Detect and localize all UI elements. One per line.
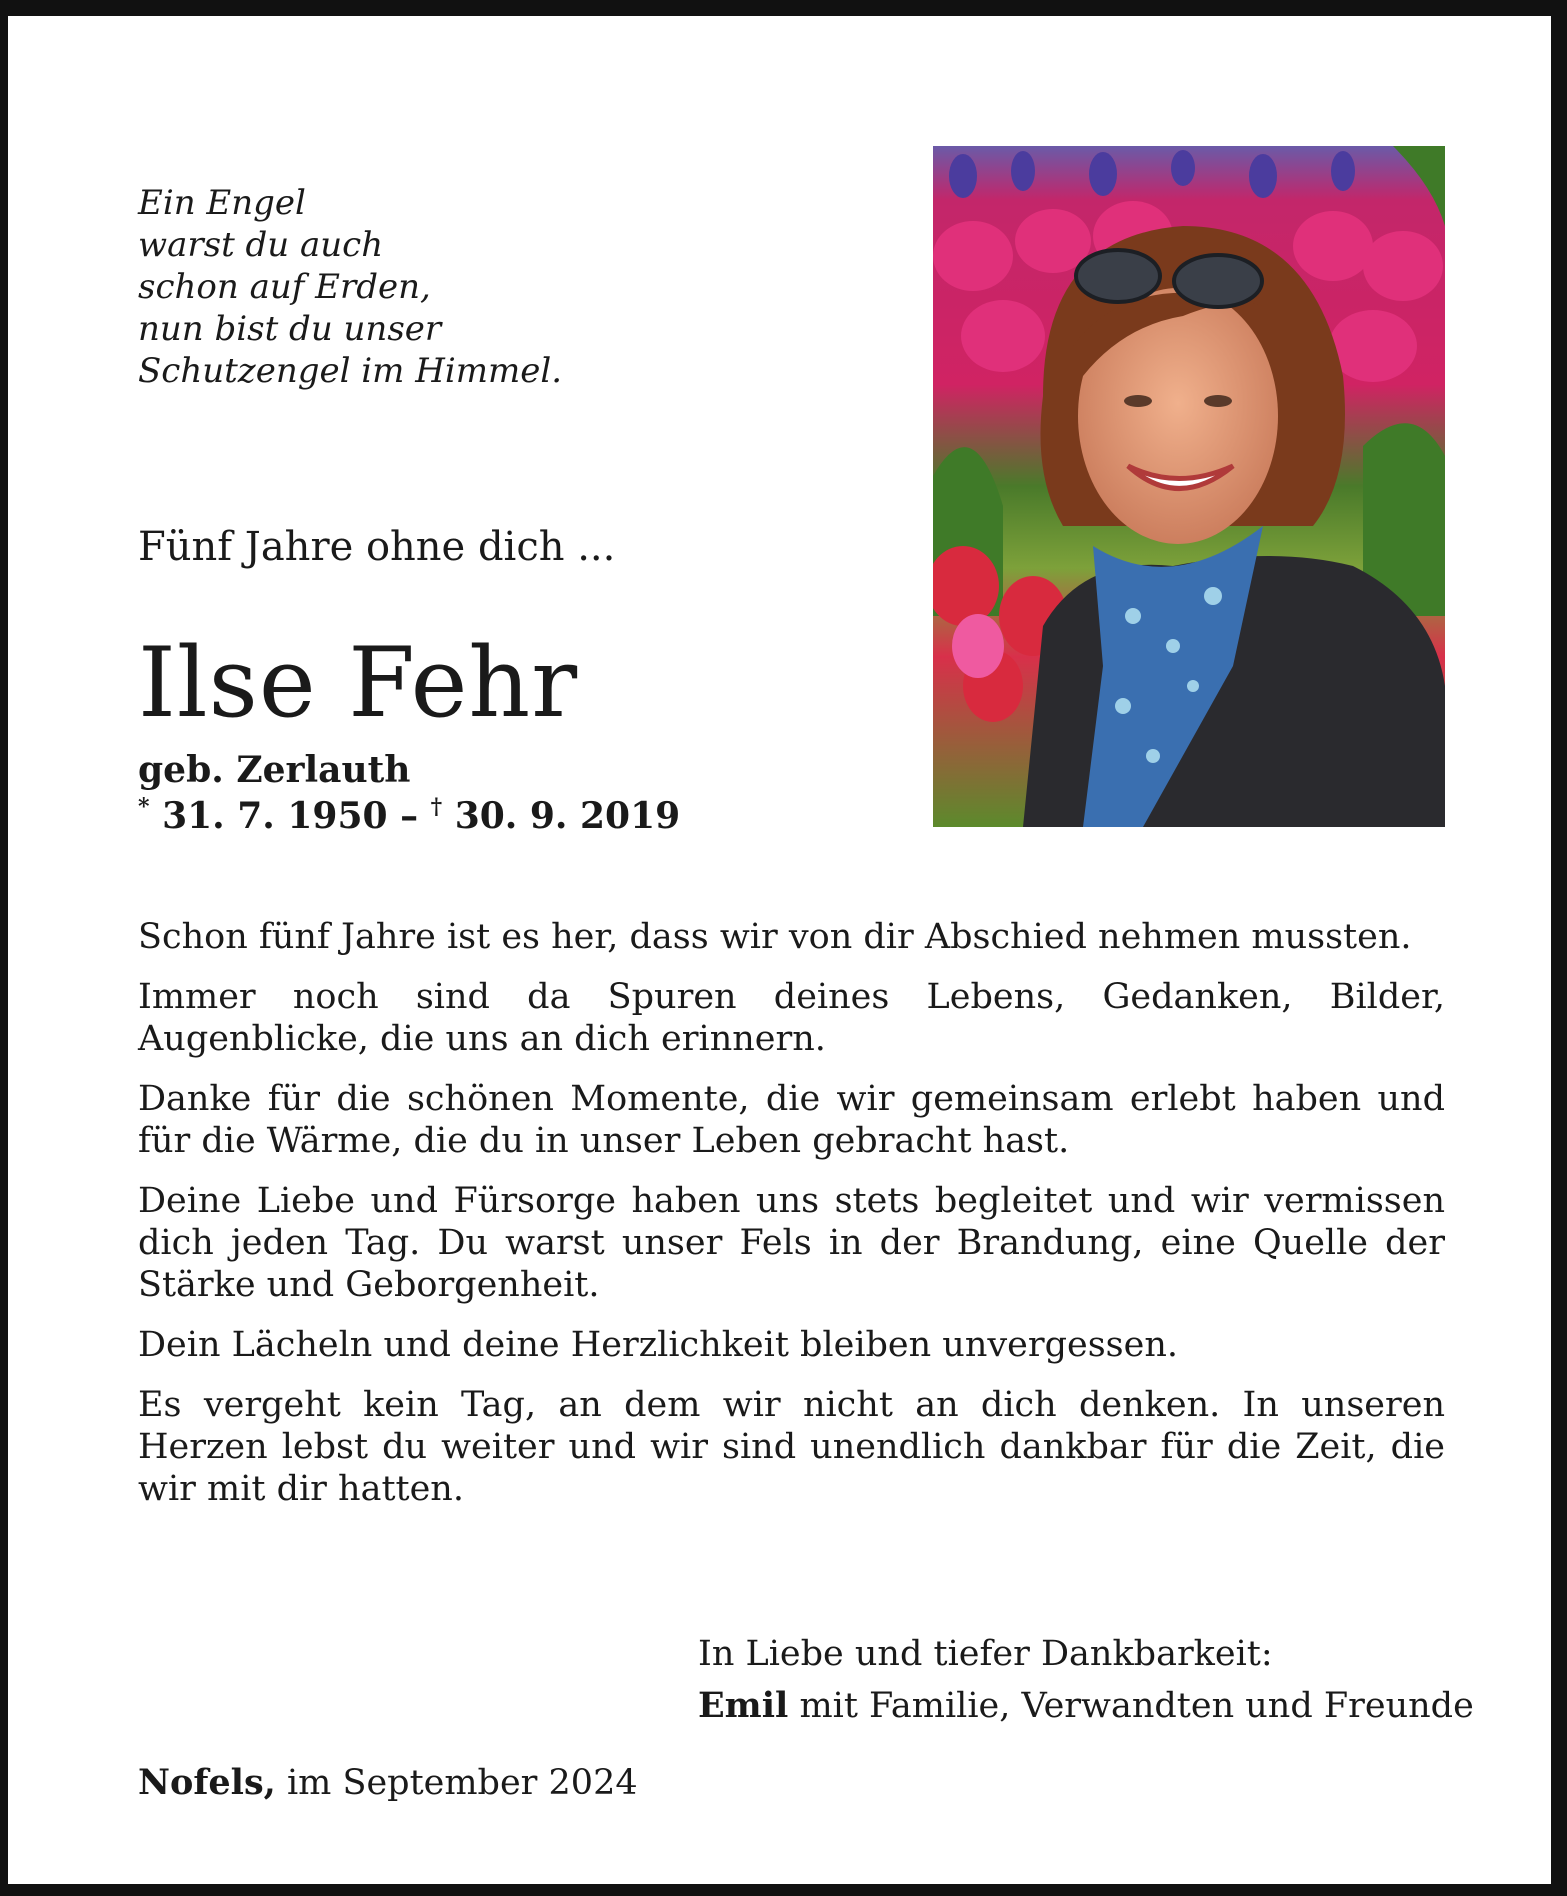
signer-rest: mit Familie, Verwandten und Freunde: [788, 1686, 1474, 1726]
memorial-quote: [138, 182, 698, 392]
birth-mark: *: [138, 794, 150, 820]
signer-name: Emil: [698, 1685, 789, 1726]
date-separator: –: [400, 795, 419, 837]
paragraph: Danke für die schönen Momente, die wir gemeinsam erlebt haben und für die Wärme, die du in unser Leben gebracht hast.: [138, 1079, 1445, 1161]
paragraph: Dein Lächeln und deine Herzlichkeit bleiben unvergessen.: [138, 1325, 1179, 1365]
death-mark: †: [430, 794, 443, 820]
place-town: Nofels,: [138, 1762, 276, 1803]
closing-line: In Liebe und tiefer Dankbarkeit:: [698, 1634, 1273, 1674]
quote-line: Ein Engel: [138, 183, 306, 223]
quote-line: nun bist du unser: [138, 309, 442, 349]
life-dates: [138, 794, 680, 837]
maiden-name: geb. Zerlauth: [138, 749, 411, 791]
signature-line: [698, 1680, 1474, 1732]
paragraph: Immer noch sind da Spuren deines Lebens, Gedanken, Bilder, Augenblicke, die uns an dich erinnern.: [138, 977, 1445, 1059]
portrait-photo: [933, 146, 1445, 827]
death-date: 30. 9. 2019: [454, 795, 681, 837]
place-date: [138, 1762, 638, 1803]
closing-block: [698, 1628, 1474, 1732]
place-date-text: im September 2024: [275, 1763, 638, 1803]
paragraph: Schon fünf Jahre ist es her, dass wir von dir Abschied nehmen mussten.: [138, 917, 1412, 957]
quote-line: schon auf Erden,: [138, 267, 431, 307]
quote-line: warst du auch: [138, 225, 384, 265]
paragraph: Deine Liebe und Fürsorge haben uns stets begleitet und wir vermissen dich jeden Tag. Du warst unser Fels in der Brandung, eine Quelle der Stärke und Geborgenheit.: [138, 1181, 1445, 1305]
birth-date: 31. 7. 1950: [162, 795, 388, 837]
quote-line: Schutzengel im Himmel.: [138, 351, 563, 391]
deceased-name: Ilse Fehr: [138, 627, 579, 739]
subtitle: Fünf Jahre ohne dich ...: [138, 524, 616, 570]
portrait-illustration: [933, 146, 1445, 827]
memorial-text: [138, 916, 1445, 1528]
paragraph: Es vergeht kein Tag, an dem wir nicht an dich denken. In unseren Herzen lebst du weiter und wir sind unendlich dankbar für die Zeit, die wir mit dir hatten.: [138, 1385, 1445, 1509]
